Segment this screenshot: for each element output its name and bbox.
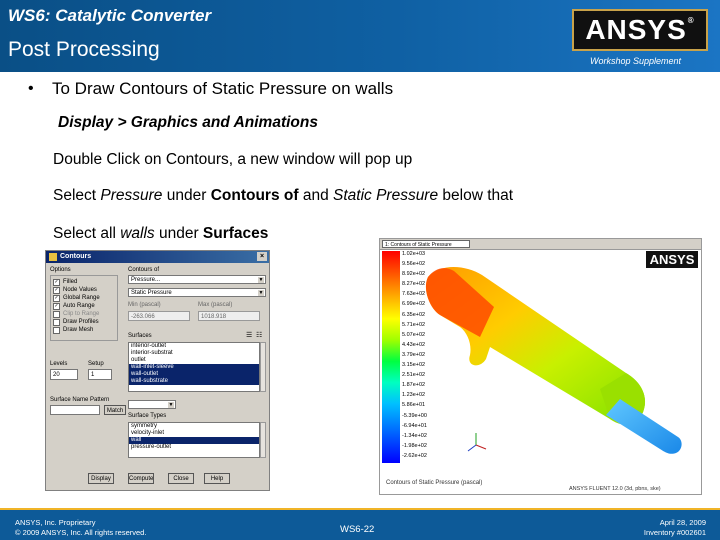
surface-name-pattern-label: Surface Name Pattern [50, 397, 110, 403]
surface-type-list-item[interactable]: velocity-inlet [131, 430, 165, 436]
legend-tick-label: 3.79e+02 [402, 351, 426, 358]
plot-ansys-logo: ANSYS [646, 251, 698, 268]
legend-tick-label: 3.15e+02 [402, 362, 426, 369]
compute-button[interactable]: Compute [128, 473, 154, 484]
step-double-click: Double Click on Contours, a new window will pop up [53, 151, 413, 168]
bullet-marker: • [28, 80, 34, 97]
legend-tick-label: 4.43e+02 [402, 341, 426, 348]
close-icon[interactable]: × [257, 252, 267, 261]
option-label: Auto Range [63, 303, 95, 309]
option-checkbox[interactable] [53, 318, 115, 326]
legend-tick-label: -6.94e+01 [402, 422, 427, 429]
legend-tick-label: -5.39e+00 [402, 412, 427, 419]
dialog-app-icon [49, 253, 57, 261]
legend-tick-label: 5.86e+01 [402, 402, 426, 409]
surfaces-label: Surfaces [128, 333, 152, 339]
footer-date-inventory: April 28, 2009 Inventory #002601 [643, 518, 706, 537]
surface-list-item[interactable]: interior-outlet [131, 343, 167, 349]
checkbox-checked-icon[interactable]: ✓ [54, 302, 59, 309]
close-button[interactable]: Close [168, 473, 194, 484]
surface-type-list-item[interactable]: pressure-outlet [131, 444, 172, 450]
help-button[interactable]: Help [204, 473, 230, 484]
contours-sub-dropdown[interactable]: Static Pressure ▼ [128, 288, 266, 297]
option-label: Global Range [63, 295, 100, 301]
legend-tick-label: 2.51e+02 [402, 372, 426, 379]
step-select-pressure: Select Pressure under Contours of and Static Pressure below that [53, 187, 514, 204]
contours-of-label: Contours of [128, 267, 160, 273]
option-checkbox[interactable] [53, 294, 115, 302]
checkbox-empty-icon[interactable] [53, 319, 60, 326]
legend-tick-label: 5.71e+02 [402, 321, 426, 328]
checkbox-empty-icon[interactable] [53, 327, 60, 334]
option-label: Draw Profiles [63, 319, 99, 325]
chevron-down-icon: ▼ [258, 290, 264, 296]
option-label: Draw Mesh [63, 327, 94, 333]
surface-type-list-item[interactable]: wall [129, 437, 259, 444]
dialog-title: Contours [60, 253, 92, 260]
surfaces-scrollbar[interactable] [260, 342, 266, 392]
legend-tick-label: 5.07e+02 [402, 331, 426, 338]
dialog-titlebar[interactable] [46, 251, 269, 263]
surface-list-item[interactable]: wall-outlet [129, 371, 259, 378]
legend-tick-label: 8.92e+02 [402, 271, 426, 278]
option-checkbox[interactable] [53, 286, 115, 294]
color-legend-bar [382, 251, 400, 463]
min-field[interactable]: -263.066 [128, 311, 190, 321]
options-label: Options [50, 267, 71, 273]
match-button[interactable]: Match [104, 405, 126, 415]
catalytic-converter-contour-render [420, 249, 700, 469]
option-checkbox[interactable] [53, 278, 115, 286]
contours-of-dropdown[interactable]: Pressure... ▼ [128, 275, 266, 284]
setup-label: Setup [88, 361, 104, 367]
axis-triad-icon [468, 433, 486, 451]
surface-name-pattern-input[interactable] [50, 405, 100, 415]
checkbox-checked-icon[interactable]: ✓ [54, 294, 59, 301]
bullet-heading: To Draw Contours of Static Pressure on walls [52, 79, 394, 98]
ansys-logo: ANSYS ® [572, 9, 708, 51]
option-checkbox[interactable] [53, 326, 115, 334]
slide-header [0, 0, 720, 72]
workshop-supplement-label: Workshop Supplement [590, 56, 682, 66]
legend-tick-label: -1.34e+02 [402, 432, 427, 439]
legend-tick-label: 7.63e+02 [402, 291, 426, 298]
surface-list-item[interactable]: wall-substrate [129, 378, 259, 385]
checkbox-checked-icon[interactable]: ✓ [54, 278, 59, 285]
chevron-down-icon: ▼ [258, 277, 264, 283]
legend-tick-label: 8.27e+02 [402, 281, 426, 288]
min-label: Min (pascal) [128, 302, 161, 308]
levels-label: Levels [50, 361, 68, 367]
legend-tick-label: 1.23e+02 [402, 392, 426, 399]
plot-caption: Contours of Static Pressure (pascal) [386, 480, 483, 486]
plot-version: ANSYS FLUENT 12.0 (3d, pbns, ske) [569, 486, 661, 492]
step-select-walls: Select all walls under Surfaces [53, 225, 269, 242]
legend-tick-label: 6.35e+02 [402, 311, 426, 318]
option-checkbox[interactable] [53, 310, 115, 318]
option-checkbox[interactable] [53, 302, 115, 310]
surfaces-list[interactable] [128, 342, 260, 392]
surface-list-item[interactable]: outlet [131, 357, 146, 363]
legend-tick-label: 6.99e+02 [402, 301, 426, 308]
max-field[interactable]: 1018.918 [198, 311, 260, 321]
setup-stepper[interactable]: 1 [88, 369, 112, 380]
step-menu-path: Display > Graphics and Animations [58, 114, 318, 131]
deselect-all-icon[interactable]: ☷ [256, 332, 263, 339]
option-label: Filled [63, 279, 78, 285]
max-label: Max (pascal) [198, 302, 233, 308]
surface-list-item[interactable]: wall-inlet-sleeve [129, 364, 259, 371]
slide-number: WS6-22 [340, 524, 375, 535]
legend-tick-label: 1.02e+03 [402, 251, 426, 257]
chevron-down-icon: ▼ [168, 402, 174, 408]
select-all-icon[interactable]: ☰ [246, 332, 253, 339]
checkbox-empty-icon[interactable] [53, 311, 60, 318]
display-button[interactable]: Display [88, 473, 114, 484]
section-title: Post Processing [8, 38, 160, 61]
surface-types-scrollbar[interactable] [260, 422, 266, 458]
contours-dialog [45, 250, 270, 491]
levels-stepper[interactable]: 20 [50, 369, 78, 380]
legend-tick-label: 1.87e+02 [402, 382, 426, 389]
surface-types-filter-dropdown[interactable] [128, 400, 176, 409]
surface-types-label: Surface Types [128, 413, 167, 419]
deck-title: WS6: Catalytic Converter [8, 6, 212, 25]
footer-copyright: ANSYS, Inc. Proprietary © 2009 ANSYS, Inc. All rights reserved. [15, 518, 147, 537]
contour-plot-window [379, 238, 702, 495]
option-label: Clip to Range [63, 311, 100, 317]
options-group [50, 275, 118, 341]
plot-window-selector[interactable]: 1: Contours of Static Pressure [382, 240, 470, 248]
legend-tick-label: 9.56e+02 [402, 261, 426, 268]
legend-tick-label: -2.62e+02 [402, 452, 427, 459]
surface-list-item[interactable]: interior-substrat [131, 350, 173, 356]
legend-tick-label: -1.98e+02 [402, 442, 427, 449]
surface-types-list[interactable] [128, 422, 260, 458]
surface-type-list-item[interactable]: symmetry [131, 423, 157, 429]
option-label: Node Values [63, 287, 97, 293]
checkbox-checked-icon[interactable]: ✓ [54, 286, 59, 293]
